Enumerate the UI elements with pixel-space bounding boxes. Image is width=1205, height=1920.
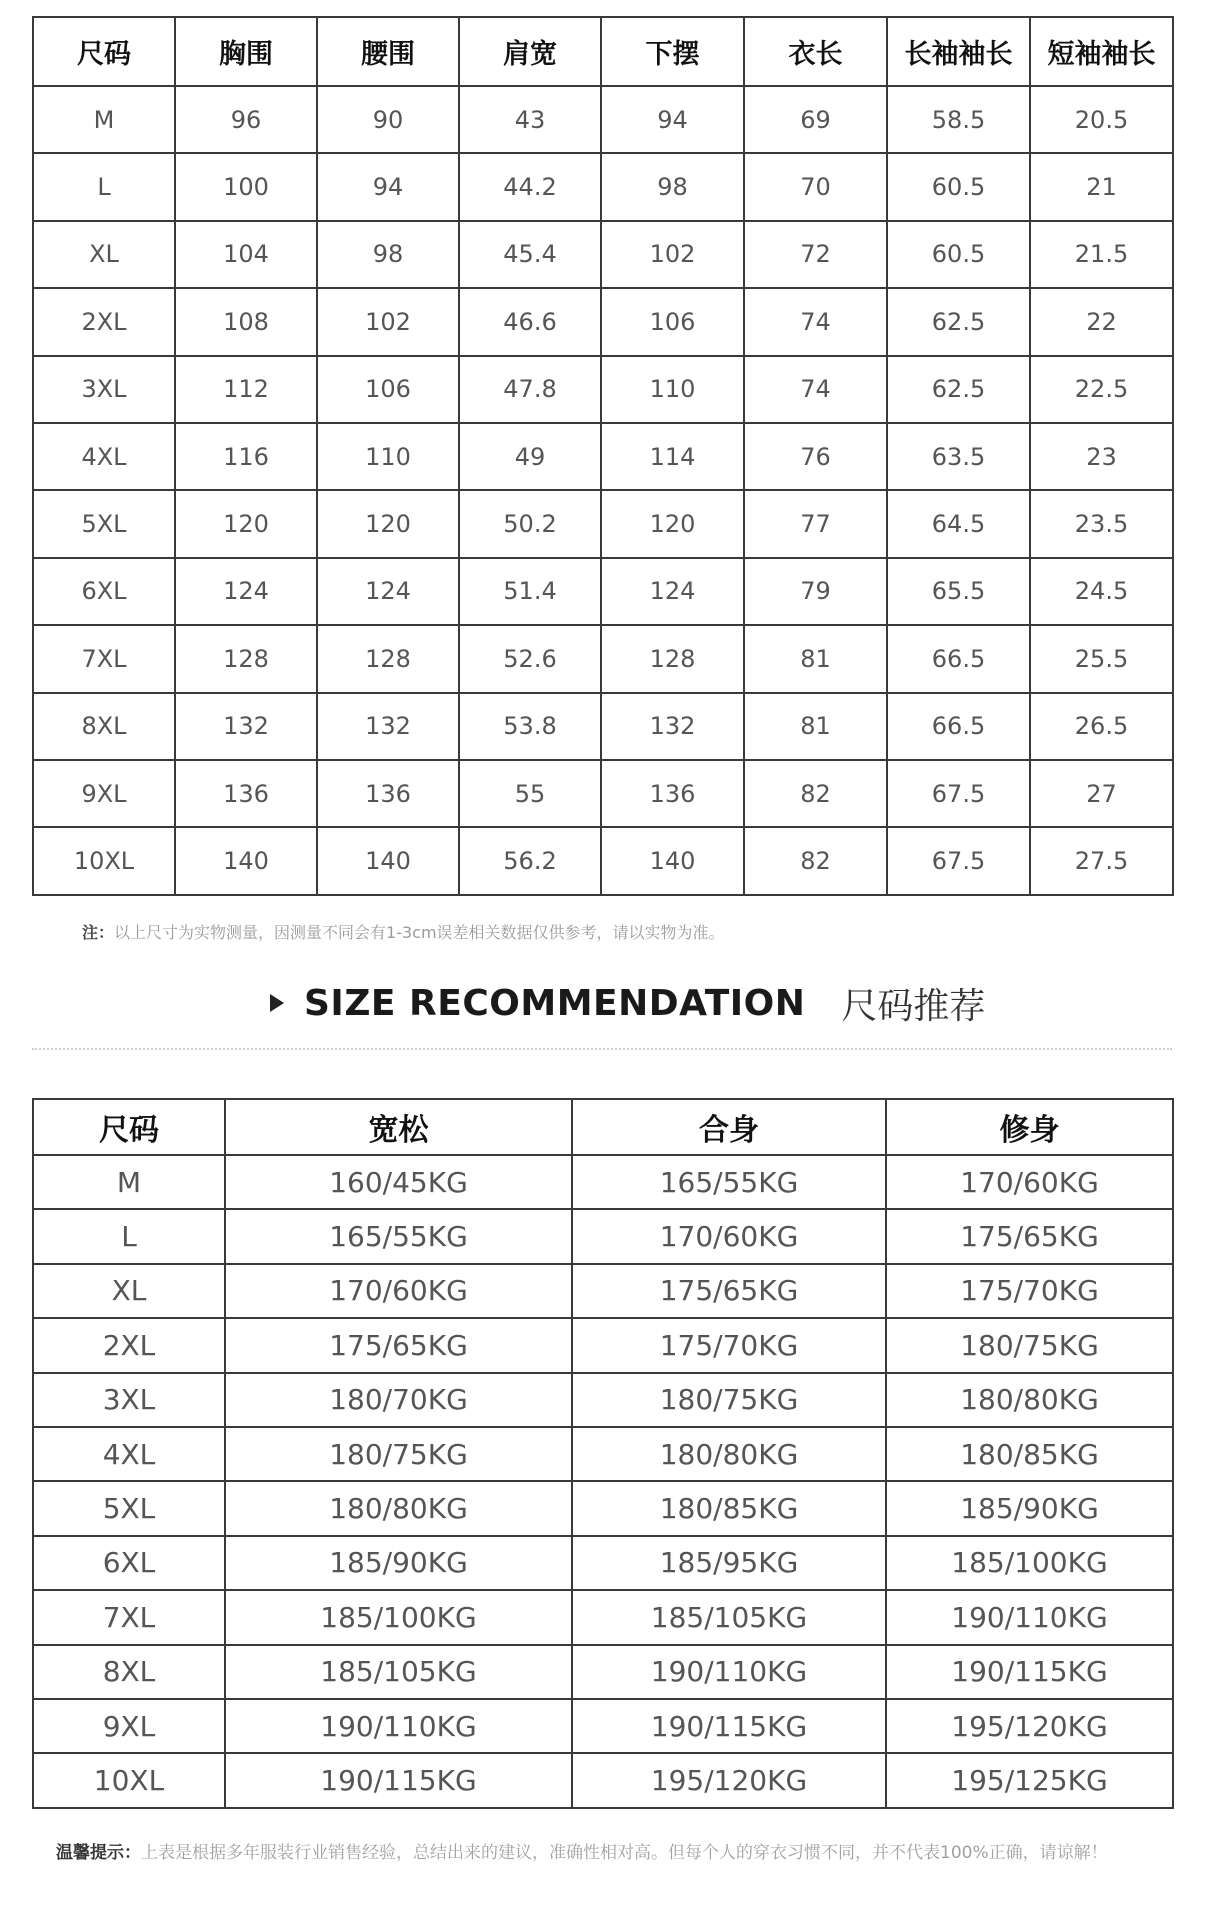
value-cell: 195/120KG: [572, 1753, 886, 1807]
table-row: [33, 1645, 1173, 1699]
value-cell: 94: [317, 153, 459, 220]
value-cell: 106: [601, 288, 744, 355]
value-cell: 116: [175, 423, 317, 490]
value-cell: 180/75KG: [225, 1427, 572, 1481]
value-cell: 175/70KG: [572, 1318, 886, 1372]
recommendation-header-row: [33, 1099, 1173, 1155]
value-cell: 132: [317, 693, 459, 760]
table-row: [33, 288, 1173, 355]
value-cell: 27.5: [1030, 827, 1173, 894]
size-cell: 4XL: [33, 1427, 225, 1481]
value-cell: 26.5: [1030, 693, 1173, 760]
value-cell: 67.5: [887, 760, 1030, 827]
value-cell: 195/125KG: [886, 1753, 1173, 1807]
value-cell: 128: [175, 625, 317, 692]
measurement-table: [32, 16, 1174, 896]
table-row: [33, 1427, 1173, 1481]
size-cell: 2XL: [33, 1318, 225, 1372]
value-cell: 96: [175, 86, 317, 153]
value-cell: 50.2: [459, 490, 601, 557]
value-cell: 180/85KG: [572, 1481, 886, 1535]
value-cell: 180/85KG: [886, 1427, 1173, 1481]
value-cell: 190/115KG: [886, 1645, 1173, 1699]
size-cell: 5XL: [33, 490, 175, 557]
table-row: [33, 423, 1173, 490]
size-cell: 3XL: [33, 1373, 225, 1427]
value-cell: 112: [175, 356, 317, 423]
value-cell: 21.5: [1030, 221, 1173, 288]
value-cell: 100: [175, 153, 317, 220]
value-cell: 66.5: [887, 693, 1030, 760]
value-cell: 128: [601, 625, 744, 692]
value-cell: 25.5: [1030, 625, 1173, 692]
value-cell: 180/80KG: [572, 1427, 886, 1481]
recommendation-table: [32, 1098, 1174, 1809]
value-cell: 102: [317, 288, 459, 355]
value-cell: 185/105KG: [225, 1645, 572, 1699]
value-cell: 180/80KG: [886, 1373, 1173, 1427]
value-cell: 136: [317, 760, 459, 827]
value-cell: 136: [175, 760, 317, 827]
table-row: [33, 1155, 1173, 1209]
size-cell: 7XL: [33, 625, 175, 692]
value-cell: 120: [317, 490, 459, 557]
value-cell: 67.5: [887, 827, 1030, 894]
column-header: 宽松: [225, 1099, 572, 1155]
value-cell: 74: [744, 356, 887, 423]
column-header: 短袖袖长: [1030, 17, 1173, 86]
value-cell: 79: [744, 558, 887, 625]
table-row: [33, 1753, 1173, 1807]
value-cell: 66.5: [887, 625, 1030, 692]
table-row: [33, 1481, 1173, 1535]
value-cell: 170/60KG: [225, 1264, 572, 1318]
value-cell: 43: [459, 86, 601, 153]
value-cell: 190/110KG: [886, 1590, 1173, 1644]
value-cell: 65.5: [887, 558, 1030, 625]
column-header: 尺码: [33, 1099, 225, 1155]
value-cell: 69: [744, 86, 887, 153]
value-cell: 62.5: [887, 356, 1030, 423]
heading-english: SIZE RECOMMENDATION: [304, 982, 806, 1024]
size-cell: 5XL: [33, 1481, 225, 1535]
measurement-body: [33, 86, 1173, 895]
value-cell: 22: [1030, 288, 1173, 355]
table-row: [33, 1373, 1173, 1427]
measurement-header-row: [33, 17, 1173, 86]
size-cell: 3XL: [33, 356, 175, 423]
value-cell: 124: [601, 558, 744, 625]
value-cell: 185/95KG: [572, 1536, 886, 1590]
size-cell: M: [33, 1155, 225, 1209]
value-cell: 114: [601, 423, 744, 490]
table-row: [33, 558, 1173, 625]
value-cell: 175/65KG: [886, 1209, 1173, 1263]
heading-chinese: 尺码推荐: [841, 985, 986, 1027]
value-cell: 102: [601, 221, 744, 288]
value-cell: 98: [317, 221, 459, 288]
table-row: [33, 1318, 1173, 1372]
value-cell: 110: [317, 423, 459, 490]
value-cell: 63.5: [887, 423, 1030, 490]
column-header: 合身: [572, 1099, 886, 1155]
value-cell: 185/100KG: [225, 1590, 572, 1644]
size-cell: 8XL: [33, 693, 175, 760]
value-cell: 175/65KG: [572, 1264, 886, 1318]
value-cell: 136: [601, 760, 744, 827]
value-cell: 20.5: [1030, 86, 1173, 153]
value-cell: 81: [744, 625, 887, 692]
value-cell: 108: [175, 288, 317, 355]
value-cell: 46.6: [459, 288, 601, 355]
value-cell: 23.5: [1030, 490, 1173, 557]
value-cell: 60.5: [887, 153, 1030, 220]
value-cell: 70: [744, 153, 887, 220]
value-cell: 140: [317, 827, 459, 894]
size-recommendation-heading: [270, 978, 985, 1028]
value-cell: 110: [601, 356, 744, 423]
size-cell: 6XL: [33, 1536, 225, 1590]
value-cell: 132: [601, 693, 744, 760]
value-cell: 27: [1030, 760, 1173, 827]
value-cell: 45.4: [459, 221, 601, 288]
table-row: [33, 153, 1173, 220]
column-header: 肩宽: [459, 17, 601, 86]
value-cell: 120: [175, 490, 317, 557]
value-cell: 140: [175, 827, 317, 894]
size-cell: XL: [33, 1264, 225, 1318]
value-cell: 170/60KG: [572, 1209, 886, 1263]
value-cell: 128: [317, 625, 459, 692]
size-cell: 9XL: [33, 760, 175, 827]
value-cell: 165/55KG: [572, 1155, 886, 1209]
tip-text: 上表是根据多年服装行业销售经验，总结出来的建议，准确性相对高。但每个人的穿衣习惯不同，并不代表100%正确，请谅解！: [141, 1843, 1108, 1863]
column-header: 长袖袖长: [887, 17, 1030, 86]
table-row: [33, 1209, 1173, 1263]
table-row: [33, 1699, 1173, 1753]
table-row: [33, 760, 1173, 827]
value-cell: 185/100KG: [886, 1536, 1173, 1590]
triangle-bullet-icon: [270, 994, 284, 1012]
column-header: 胸围: [175, 17, 317, 86]
table-row: [33, 356, 1173, 423]
value-cell: 160/45KG: [225, 1155, 572, 1209]
table-row: [33, 1590, 1173, 1644]
size-cell: 4XL: [33, 423, 175, 490]
value-cell: 190/115KG: [225, 1753, 572, 1807]
value-cell: 53.8: [459, 693, 601, 760]
value-cell: 22.5: [1030, 356, 1173, 423]
size-cell: L: [33, 153, 175, 220]
value-cell: 190/115KG: [572, 1699, 886, 1753]
column-header: 下摆: [601, 17, 744, 86]
size-cell: 9XL: [33, 1699, 225, 1753]
value-cell: 74: [744, 288, 887, 355]
recommendation-body: [33, 1155, 1173, 1808]
size-cell: M: [33, 86, 175, 153]
value-cell: 180/75KG: [886, 1318, 1173, 1372]
table-row: [33, 625, 1173, 692]
value-cell: 180/80KG: [225, 1481, 572, 1535]
value-cell: 77: [744, 490, 887, 557]
table-row: [33, 693, 1173, 760]
size-cell: 2XL: [33, 288, 175, 355]
value-cell: 62.5: [887, 288, 1030, 355]
value-cell: 76: [744, 423, 887, 490]
value-cell: 49: [459, 423, 601, 490]
value-cell: 104: [175, 221, 317, 288]
note-lead: 注：: [82, 923, 115, 942]
value-cell: 170/60KG: [886, 1155, 1173, 1209]
size-cell: 8XL: [33, 1645, 225, 1699]
value-cell: 195/120KG: [886, 1699, 1173, 1753]
value-cell: 90: [317, 86, 459, 153]
table-row: [33, 86, 1173, 153]
value-cell: 165/55KG: [225, 1209, 572, 1263]
value-cell: 175/70KG: [886, 1264, 1173, 1318]
value-cell: 72: [744, 221, 887, 288]
size-cell: 7XL: [33, 1590, 225, 1644]
size-cell: L: [33, 1209, 225, 1263]
value-cell: 180/75KG: [572, 1373, 886, 1427]
value-cell: 185/90KG: [225, 1536, 572, 1590]
size-cell: 6XL: [33, 558, 175, 625]
column-header: 腰围: [317, 17, 459, 86]
value-cell: 185/90KG: [886, 1481, 1173, 1535]
note-text: 以上尺寸为实物测量，因测量不同会有1-3cm误差相关数据仅供参考，请以实物为准。: [114, 923, 725, 942]
recommendation-tip: [56, 1838, 1108, 1863]
value-cell: 60.5: [887, 221, 1030, 288]
value-cell: 190/110KG: [572, 1645, 886, 1699]
value-cell: 81: [744, 693, 887, 760]
value-cell: 47.8: [459, 356, 601, 423]
value-cell: 44.2: [459, 153, 601, 220]
column-header: 衣长: [744, 17, 887, 86]
size-cell: 10XL: [33, 827, 175, 894]
size-cell: 10XL: [33, 1753, 225, 1807]
column-header: 尺码: [33, 17, 175, 86]
tip-lead: 温馨提示：: [56, 1843, 141, 1863]
value-cell: 98: [601, 153, 744, 220]
value-cell: 140: [601, 827, 744, 894]
table-row: [33, 490, 1173, 557]
value-cell: 82: [744, 827, 887, 894]
value-cell: 55: [459, 760, 601, 827]
column-header: 修身: [886, 1099, 1173, 1155]
value-cell: 51.4: [459, 558, 601, 625]
value-cell: 124: [175, 558, 317, 625]
value-cell: 132: [175, 693, 317, 760]
table-row: [33, 221, 1173, 288]
measurement-note: [82, 920, 725, 943]
value-cell: 106: [317, 356, 459, 423]
size-cell: XL: [33, 221, 175, 288]
value-cell: 23: [1030, 423, 1173, 490]
table-row: [33, 1536, 1173, 1590]
value-cell: 58.5: [887, 86, 1030, 153]
value-cell: 185/105KG: [572, 1590, 886, 1644]
value-cell: 64.5: [887, 490, 1030, 557]
value-cell: 24.5: [1030, 558, 1173, 625]
value-cell: 175/65KG: [225, 1318, 572, 1372]
value-cell: 56.2: [459, 827, 601, 894]
value-cell: 52.6: [459, 625, 601, 692]
value-cell: 180/70KG: [225, 1373, 572, 1427]
dotted-divider: [32, 1048, 1172, 1050]
value-cell: 190/110KG: [225, 1699, 572, 1753]
value-cell: 124: [317, 558, 459, 625]
value-cell: 120: [601, 490, 744, 557]
value-cell: 82: [744, 760, 887, 827]
table-row: [33, 1264, 1173, 1318]
value-cell: 94: [601, 86, 744, 153]
table-row: [33, 827, 1173, 894]
value-cell: 21: [1030, 153, 1173, 220]
